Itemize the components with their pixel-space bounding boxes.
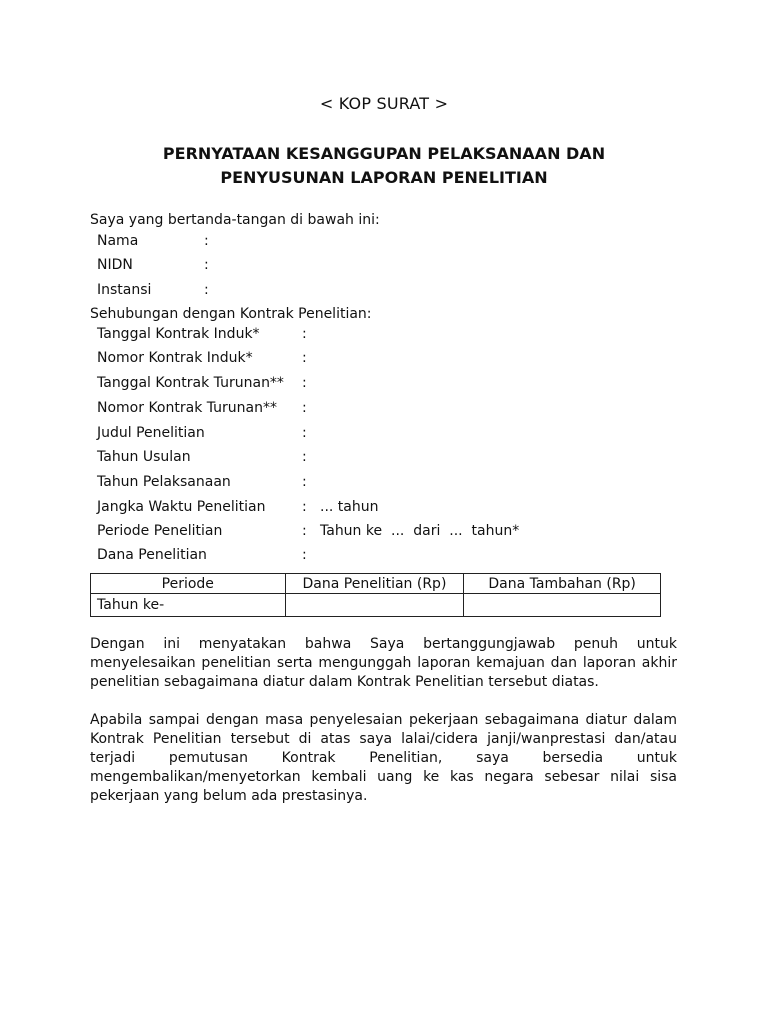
letterhead-placeholder: < KOP SURAT > — [319, 94, 449, 113]
field-label: Nomor Kontrak Induk* — [97, 350, 253, 366]
field-value: ... tahun — [320, 499, 379, 515]
field-label: Tahun Pelaksanaan — [97, 474, 231, 490]
funding-table — [90, 573, 661, 617]
field-colon: : — [302, 523, 307, 539]
field-label: Judul Penelitian — [97, 425, 205, 441]
field-label: Nama — [97, 233, 139, 249]
title-line-1: PERNYATAAN KESANGGUPAN PELAKSANAAN DAN — [162, 144, 606, 163]
field-label: Tanggal Kontrak Turunan** — [97, 375, 284, 391]
field-colon: : — [302, 350, 307, 366]
table-cell: Tahun ke- — [91, 594, 286, 617]
table-row — [91, 594, 661, 617]
field-label: NIDN — [97, 257, 133, 273]
title-line-2: PENYUSUNAN LAPORAN PENELITIAN — [220, 168, 548, 187]
contract-intro-text: Sehubungan dengan Kontrak Penelitian: — [90, 306, 372, 322]
column-header-dana-tambahan: Dana Tambahan (Rp) — [464, 574, 661, 594]
field-label: Tanggal Kontrak Induk* — [97, 326, 260, 342]
field-value: Tahun ke ... dari ... tahun* — [320, 523, 520, 539]
table-cell — [285, 594, 464, 617]
field-colon: : — [302, 499, 307, 515]
field-colon: : — [302, 400, 307, 416]
field-colon: : — [204, 282, 209, 298]
field-colon: : — [302, 425, 307, 441]
column-header-dana-penelitian: Dana Penelitian (Rp) — [285, 574, 464, 594]
field-label: Dana Penelitian — [97, 547, 207, 563]
field-label: Periode Penelitian — [97, 523, 223, 539]
field-label: Jangka Waktu Penelitian — [97, 499, 266, 515]
table-cell — [464, 594, 661, 617]
table-header-row — [91, 574, 661, 594]
field-colon: : — [302, 375, 307, 391]
field-label: Tahun Usulan — [97, 449, 191, 465]
field-colon: : — [302, 449, 307, 465]
field-colon: : — [204, 233, 209, 249]
field-colon: : — [302, 474, 307, 490]
field-colon: : — [204, 257, 209, 273]
field-label: Instansi — [97, 282, 152, 298]
document-title — [90, 142, 678, 190]
intro-text: Saya yang bertanda-tangan di bawah ini: — [90, 212, 380, 228]
paragraph-refund: Apabila sampai dengan masa penyelesaian pekerjaan sebagaimana diatur dalam Kontrak Penelitian tersebut di atas saya lalai/cidera janji/wanprestasi dan/atau terjadi pemutusan Kontrak Penelitian, saya bersedia untuk mengembalikan/menyetorkan kembali uang ke kas negara sebesar nilai sisa pekerjaan yang belum ada prestasinya. — [90, 712, 677, 804]
paragraph-responsibility: Dengan ini menyatakan bahwa Saya bertanggungjawab penuh untuk menyelesaikan penelitian serta mengunggah laporan kemajuan dan laporan akhir penelitian sebagaimana diatur dalam Kontrak Penelitian tersebut diatas. — [90, 636, 677, 690]
field-colon: : — [302, 326, 307, 342]
column-header-periode: Periode — [91, 574, 286, 594]
field-label: Nomor Kontrak Turunan** — [97, 400, 278, 416]
field-colon: : — [302, 547, 307, 563]
